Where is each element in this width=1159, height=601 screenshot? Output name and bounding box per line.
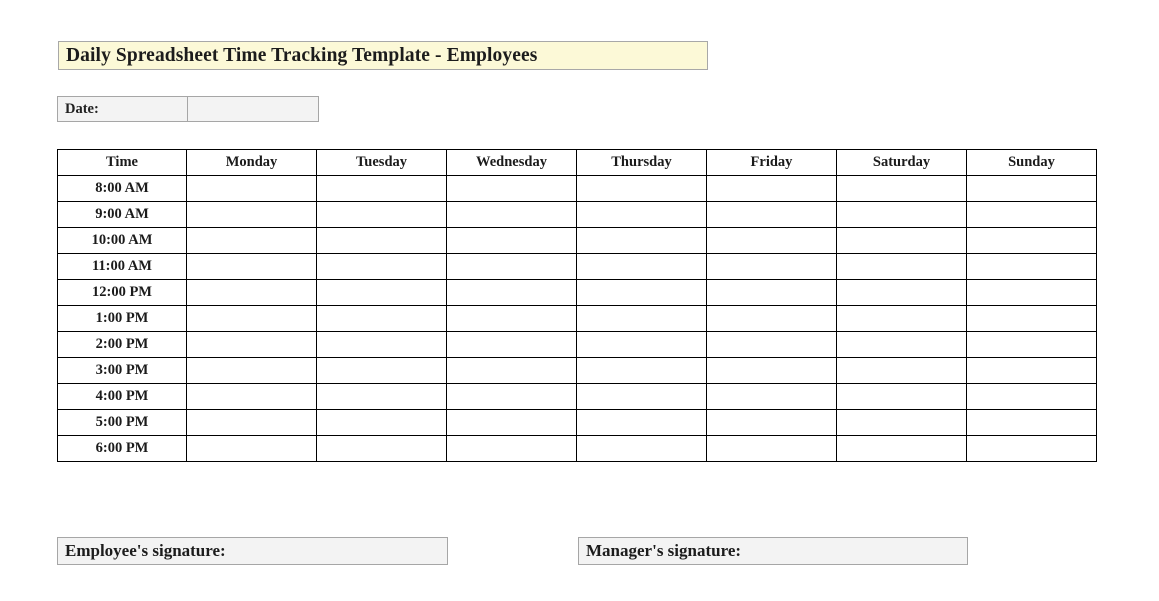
- table-row: [58, 280, 1097, 306]
- time-label: 4:00 PM: [58, 384, 187, 410]
- page-title-banner: [58, 41, 708, 70]
- employee-signature-label: Employee's signature:: [65, 541, 226, 560]
- column-header-wednesday: Wednesday: [447, 150, 577, 176]
- time-label: 9:00 AM: [58, 202, 187, 228]
- slot-cell[interactable]: [577, 202, 707, 228]
- slot-cell[interactable]: [837, 384, 967, 410]
- slot-cell[interactable]: [967, 306, 1097, 332]
- date-row: [57, 96, 319, 122]
- slot-cell[interactable]: [447, 384, 577, 410]
- table-body: [58, 176, 1097, 462]
- slot-cell[interactable]: [967, 358, 1097, 384]
- slot-cell[interactable]: [447, 280, 577, 306]
- manager-signature-field[interactable]: [578, 537, 968, 565]
- slot-cell[interactable]: [837, 306, 967, 332]
- slot-cell[interactable]: [317, 280, 447, 306]
- time-label: 8:00 AM: [58, 176, 187, 202]
- time-tracking-table: [57, 149, 1097, 462]
- slot-cell[interactable]: [317, 436, 447, 462]
- slot-cell[interactable]: [707, 254, 837, 280]
- table-header-row: [58, 150, 1097, 176]
- slot-cell[interactable]: [837, 280, 967, 306]
- employee-signature-field[interactable]: [57, 537, 448, 565]
- slot-cell[interactable]: [447, 358, 577, 384]
- slot-cell[interactable]: [837, 410, 967, 436]
- slot-cell[interactable]: [447, 176, 577, 202]
- column-header-tuesday: Tuesday: [317, 150, 447, 176]
- table-row: [58, 384, 1097, 410]
- slot-cell[interactable]: [967, 384, 1097, 410]
- slot-cell[interactable]: [447, 254, 577, 280]
- slot-cell[interactable]: [317, 176, 447, 202]
- slot-cell[interactable]: [577, 306, 707, 332]
- slot-cell[interactable]: [447, 410, 577, 436]
- column-header-monday: Monday: [187, 150, 317, 176]
- table-row: [58, 306, 1097, 332]
- time-label: 11:00 AM: [58, 254, 187, 280]
- table-row: [58, 176, 1097, 202]
- page-title: Daily Spreadsheet Time Tracking Template - Employees: [66, 44, 538, 66]
- slot-cell[interactable]: [707, 436, 837, 462]
- column-header-thursday: Thursday: [577, 150, 707, 176]
- slot-cell[interactable]: [967, 436, 1097, 462]
- slot-cell[interactable]: [577, 410, 707, 436]
- table-row: [58, 332, 1097, 358]
- slot-cell[interactable]: [317, 202, 447, 228]
- table-row: [58, 202, 1097, 228]
- date-label-cell: [57, 96, 188, 122]
- time-label: 12:00 PM: [58, 280, 187, 306]
- slot-cell[interactable]: [187, 436, 317, 462]
- table-row: [58, 410, 1097, 436]
- slot-cell[interactable]: [967, 202, 1097, 228]
- table-header: [58, 150, 1097, 176]
- slot-cell[interactable]: [317, 228, 447, 254]
- slot-cell[interactable]: [967, 280, 1097, 306]
- slot-cell[interactable]: [707, 384, 837, 410]
- slot-cell[interactable]: [577, 176, 707, 202]
- slot-cell[interactable]: [707, 202, 837, 228]
- slot-cell[interactable]: [707, 176, 837, 202]
- slot-cell[interactable]: [317, 384, 447, 410]
- slot-cell[interactable]: [707, 410, 837, 436]
- slot-cell[interactable]: [187, 384, 317, 410]
- slot-cell[interactable]: [447, 332, 577, 358]
- slot-cell[interactable]: [707, 306, 837, 332]
- slot-cell[interactable]: [707, 228, 837, 254]
- manager-signature-label: Manager's signature:: [586, 541, 742, 560]
- signature-section: [57, 537, 1102, 565]
- slot-cell[interactable]: [187, 254, 317, 280]
- time-label: 3:00 PM: [58, 358, 187, 384]
- slot-cell[interactable]: [577, 254, 707, 280]
- slot-cell[interactable]: [967, 176, 1097, 202]
- slot-cell[interactable]: [187, 228, 317, 254]
- slot-cell[interactable]: [577, 358, 707, 384]
- slot-cell[interactable]: [967, 254, 1097, 280]
- slot-cell[interactable]: [447, 306, 577, 332]
- slot-cell[interactable]: [967, 332, 1097, 358]
- slot-cell[interactable]: [317, 332, 447, 358]
- slot-cell[interactable]: [447, 436, 577, 462]
- slot-cell[interactable]: [707, 358, 837, 384]
- slot-cell[interactable]: [837, 332, 967, 358]
- slot-cell[interactable]: [317, 306, 447, 332]
- slot-cell[interactable]: [837, 202, 967, 228]
- slot-cell[interactable]: [837, 228, 967, 254]
- slot-cell[interactable]: [187, 306, 317, 332]
- slot-cell[interactable]: [187, 176, 317, 202]
- date-label: Date:: [65, 100, 99, 117]
- slot-cell[interactable]: [967, 228, 1097, 254]
- column-header-sunday: Sunday: [967, 150, 1097, 176]
- slot-cell[interactable]: [577, 436, 707, 462]
- time-label: 5:00 PM: [58, 410, 187, 436]
- table-row: [58, 254, 1097, 280]
- slot-cell[interactable]: [187, 280, 317, 306]
- column-header-time: Time: [58, 150, 187, 176]
- slot-cell[interactable]: [967, 410, 1097, 436]
- date-input[interactable]: [188, 96, 319, 122]
- slot-cell[interactable]: [707, 332, 837, 358]
- slot-cell[interactable]: [187, 358, 317, 384]
- slot-cell[interactable]: [577, 384, 707, 410]
- slot-cell[interactable]: [317, 410, 447, 436]
- time-label: 6:00 PM: [58, 436, 187, 462]
- table-row: [58, 228, 1097, 254]
- slot-cell[interactable]: [187, 332, 317, 358]
- slot-cell[interactable]: [317, 358, 447, 384]
- slot-cell[interactable]: [577, 280, 707, 306]
- column-header-friday: Friday: [707, 150, 837, 176]
- slot-cell[interactable]: [187, 410, 317, 436]
- slot-cell[interactable]: [317, 254, 447, 280]
- time-label: 2:00 PM: [58, 332, 187, 358]
- time-label: 10:00 AM: [58, 228, 187, 254]
- table-row: [58, 436, 1097, 462]
- slot-cell[interactable]: [837, 254, 967, 280]
- slot-cell[interactable]: [707, 280, 837, 306]
- column-header-saturday: Saturday: [837, 150, 967, 176]
- slot-cell[interactable]: [577, 332, 707, 358]
- slot-cell[interactable]: [837, 436, 967, 462]
- slot-cell[interactable]: [577, 228, 707, 254]
- time-label: 1:00 PM: [58, 306, 187, 332]
- slot-cell[interactable]: [187, 202, 317, 228]
- table-row: [58, 358, 1097, 384]
- slot-cell[interactable]: [447, 228, 577, 254]
- slot-cell[interactable]: [447, 202, 577, 228]
- slot-cell[interactable]: [837, 358, 967, 384]
- slot-cell[interactable]: [837, 176, 967, 202]
